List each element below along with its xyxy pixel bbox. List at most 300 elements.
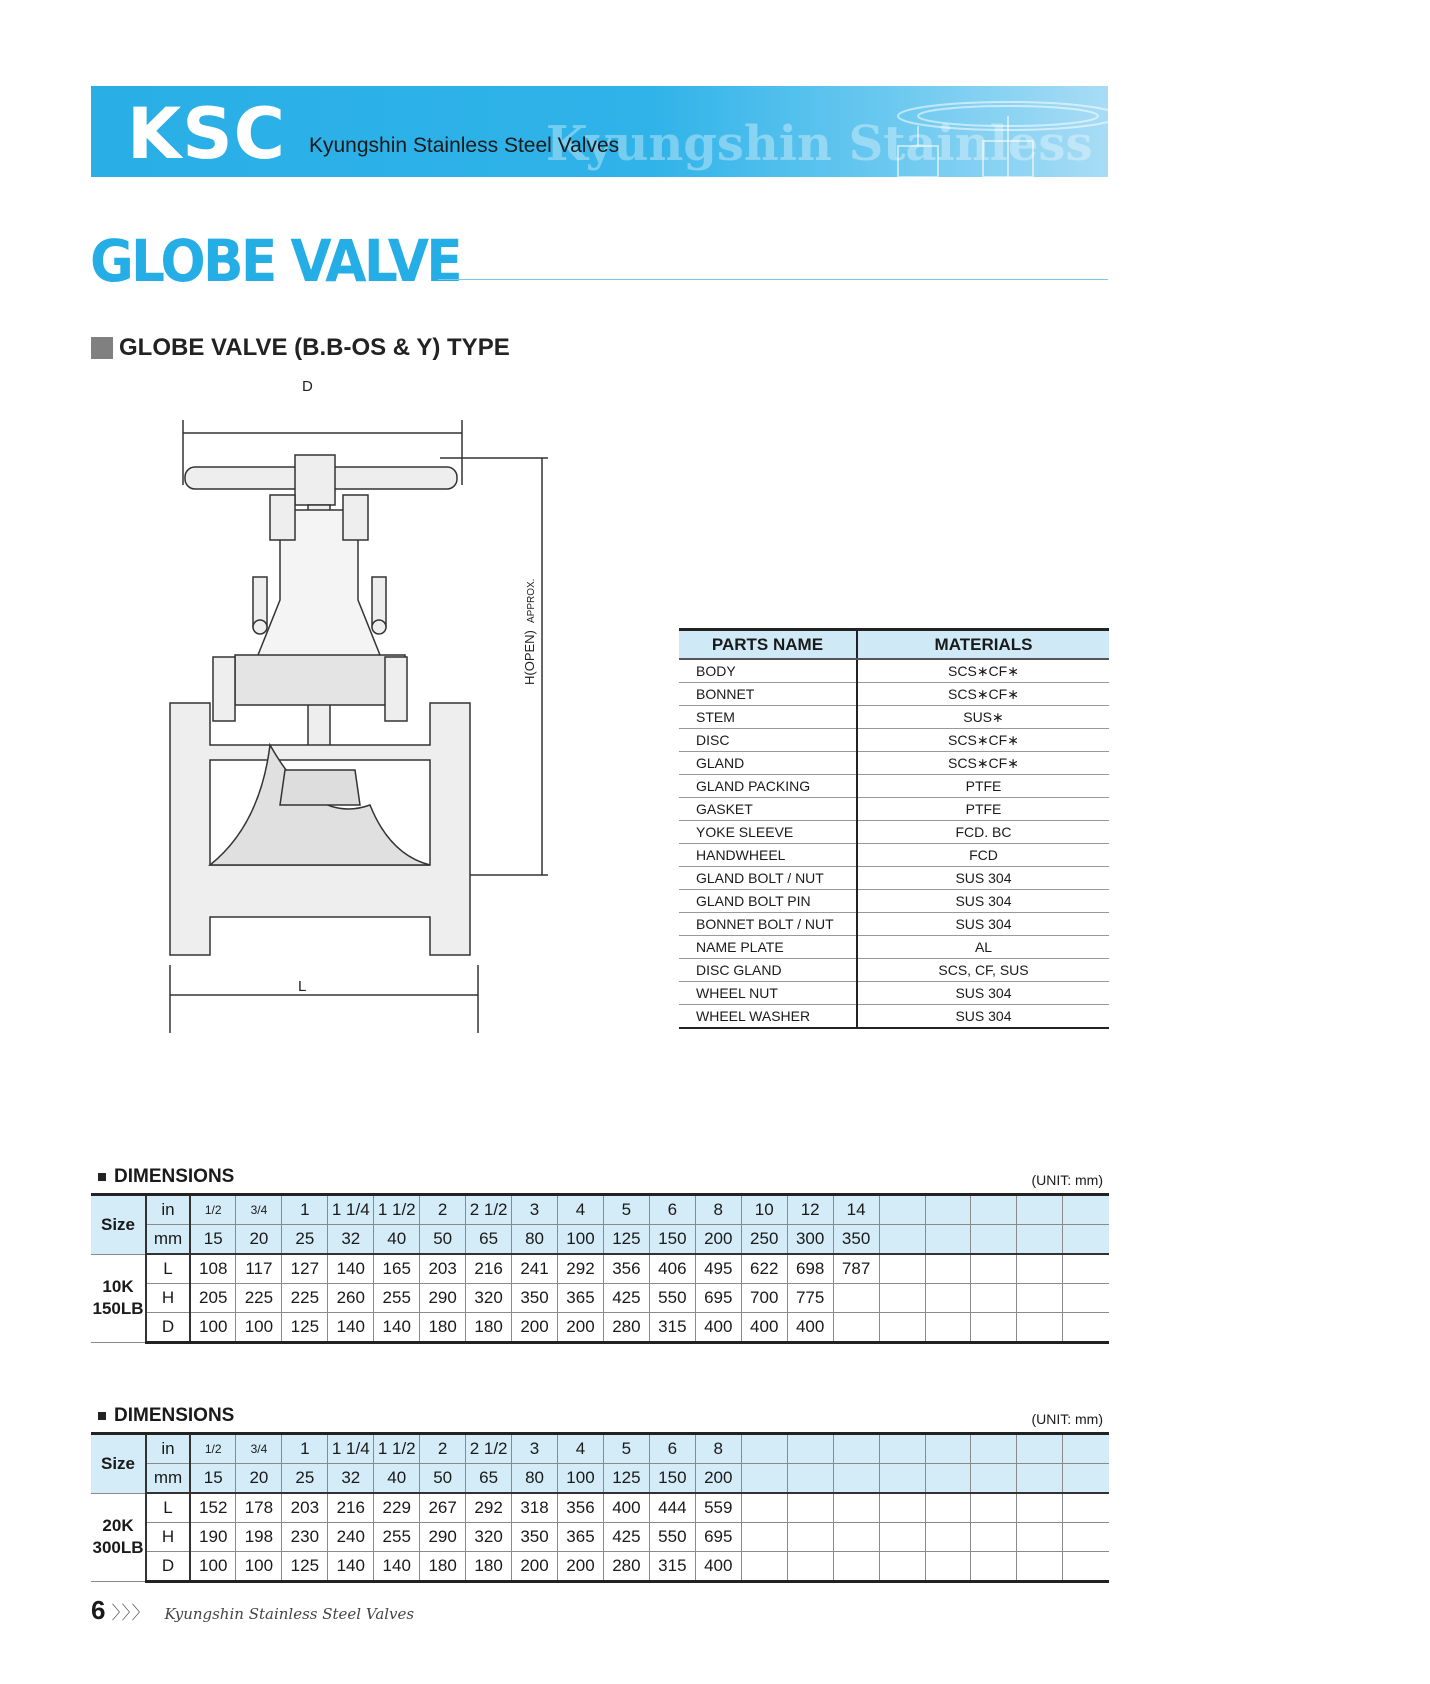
dimension-value: 550 xyxy=(649,1284,695,1313)
dimension-value: 140 xyxy=(328,1313,374,1343)
dimension-value xyxy=(787,1523,833,1552)
size-in-cell: 4 xyxy=(558,1195,604,1225)
dimension-value xyxy=(971,1493,1017,1523)
size-mm-cell: 125 xyxy=(603,1464,649,1494)
dimension-value: 550 xyxy=(649,1523,695,1552)
pressure-class-line1: 20K xyxy=(102,1516,134,1536)
size-in-cell: 5 xyxy=(603,1434,649,1464)
dimension-value xyxy=(925,1313,971,1343)
dimension-value: 230 xyxy=(282,1523,328,1552)
part-name: HANDWHEEL xyxy=(679,844,857,867)
size-in-cell: 1 xyxy=(282,1195,328,1225)
size-mm-cell: 300 xyxy=(787,1225,833,1255)
dimension-value: 695 xyxy=(695,1284,741,1313)
dimensions-table-10k xyxy=(91,1193,1109,1344)
part-material: PTFE xyxy=(857,798,1109,821)
dimension-value: 255 xyxy=(374,1284,420,1313)
dimension-row xyxy=(91,1493,1109,1523)
parts-row xyxy=(679,936,1109,959)
size-mm-cell: 15 xyxy=(190,1464,236,1494)
parts-table-body xyxy=(679,659,1109,1028)
dimension-value: 140 xyxy=(328,1552,374,1582)
size-mm-cell xyxy=(1063,1464,1109,1494)
size-mm-cell xyxy=(971,1225,1017,1255)
unit-mm-label: mm xyxy=(146,1225,190,1255)
size-mm-cell: 25 xyxy=(282,1225,328,1255)
size-in-cell: 1/2 xyxy=(190,1195,236,1225)
dimension-value: 350 xyxy=(512,1284,558,1313)
parts-row xyxy=(679,1005,1109,1029)
size-in-cell xyxy=(787,1434,833,1464)
part-name: DISC xyxy=(679,729,857,752)
chevron-right-icon: 〉〉〉 xyxy=(111,1603,151,1623)
dimension-value: 444 xyxy=(649,1493,695,1523)
part-name: BODY xyxy=(679,659,857,683)
dimension-value xyxy=(833,1284,879,1313)
part-material: AL xyxy=(857,936,1109,959)
dimension-value: 200 xyxy=(512,1313,558,1343)
size-mm-cell xyxy=(741,1464,787,1494)
part-material: SCS∗CF∗ xyxy=(857,729,1109,752)
dimensions-title-2: DIMENSIONS xyxy=(114,1405,235,1426)
size-mm-cell xyxy=(787,1464,833,1494)
dimension-value: 241 xyxy=(512,1254,558,1284)
size-label: Size xyxy=(91,1434,146,1494)
part-material: SUS 304 xyxy=(857,890,1109,913)
dimension-value: 127 xyxy=(282,1254,328,1284)
parts-row xyxy=(679,844,1109,867)
part-name: GASKET xyxy=(679,798,857,821)
title-rule xyxy=(438,279,1108,280)
dimension-value: 280 xyxy=(603,1552,649,1582)
size-in-cell: 14 xyxy=(833,1195,879,1225)
dimension-value xyxy=(879,1552,925,1582)
dimension-value: 200 xyxy=(512,1552,558,1582)
part-material: FCD. BC xyxy=(857,821,1109,844)
size-in-cell: 8 xyxy=(695,1195,741,1225)
unit-in-label: in xyxy=(146,1434,190,1464)
parts-row xyxy=(679,959,1109,982)
dimension-value: 787 xyxy=(833,1254,879,1284)
dimension-value: 165 xyxy=(374,1254,420,1284)
dimension-value xyxy=(1063,1284,1109,1313)
dimension-value: 225 xyxy=(236,1284,282,1313)
parts-row xyxy=(679,706,1109,729)
dimension-value: 198 xyxy=(236,1523,282,1552)
size-in-cell: 1 1/2 xyxy=(374,1434,420,1464)
parts-row xyxy=(679,752,1109,775)
dimension-value: 100 xyxy=(236,1552,282,1582)
part-material: SUS 304 xyxy=(857,982,1109,1005)
size-in-cell: 5 xyxy=(603,1195,649,1225)
size-mm-cell xyxy=(1017,1464,1063,1494)
header-materials: MATERIALS xyxy=(857,630,1109,660)
dimension-value: 152 xyxy=(190,1493,236,1523)
part-name: WHEEL WASHER xyxy=(679,1005,857,1029)
header-parts-name: PARTS NAME xyxy=(679,630,857,660)
dimension-value xyxy=(925,1552,971,1582)
dimension-value: 425 xyxy=(603,1523,649,1552)
parts-row xyxy=(679,913,1109,936)
size-in-cell: 1 1/2 xyxy=(374,1195,420,1225)
footer-text: Kyungshin Stainless Steel Valves xyxy=(164,1605,415,1623)
size-in-cell xyxy=(925,1434,971,1464)
size-in-cell: 4 xyxy=(558,1434,604,1464)
dimension-label-d: D xyxy=(302,378,313,395)
dimension-value xyxy=(1017,1284,1063,1313)
dimension-value: 178 xyxy=(236,1493,282,1523)
size-mm-cell: 100 xyxy=(558,1225,604,1255)
size-in-cell: 2 1/2 xyxy=(466,1434,512,1464)
parts-materials-table xyxy=(679,628,1109,1029)
part-material: PTFE xyxy=(857,775,1109,798)
dimension-value xyxy=(925,1284,971,1313)
size-in-cell xyxy=(1017,1195,1063,1225)
dimension-value: 100 xyxy=(236,1313,282,1343)
size-in-cell: 3/4 xyxy=(236,1195,282,1225)
size-in-cell xyxy=(971,1195,1017,1225)
parts-row xyxy=(679,775,1109,798)
size-mm-cell xyxy=(833,1464,879,1494)
pressure-class-label xyxy=(91,1254,146,1343)
dimension-label: D xyxy=(146,1552,190,1582)
pressure-class-label xyxy=(91,1493,146,1582)
dimension-value: 125 xyxy=(282,1313,328,1343)
parts-row xyxy=(679,821,1109,844)
size-mm-cell: 80 xyxy=(512,1225,558,1255)
parts-row xyxy=(679,982,1109,1005)
size-mm-cell: 125 xyxy=(603,1225,649,1255)
dimension-value: 180 xyxy=(420,1313,466,1343)
size-mm-row xyxy=(91,1225,1109,1255)
dimension-value xyxy=(1063,1493,1109,1523)
dimension-value xyxy=(833,1523,879,1552)
size-in-cell: 1 xyxy=(282,1434,328,1464)
size-mm-cell xyxy=(971,1464,1017,1494)
dimension-row xyxy=(91,1254,1109,1284)
size-in-cell: 6 xyxy=(649,1434,695,1464)
part-name: YOKE SLEEVE xyxy=(679,821,857,844)
size-mm-cell xyxy=(1017,1225,1063,1255)
pressure-class-line2: 300LB xyxy=(92,1538,144,1558)
dimension-value xyxy=(787,1552,833,1582)
dimension-value xyxy=(1017,1254,1063,1284)
size-mm-cell: 200 xyxy=(695,1464,741,1494)
part-name: GLAND BOLT / NUT xyxy=(679,867,857,890)
dimension-label-h-approx: APPROX. xyxy=(526,578,537,623)
dimension-value: 292 xyxy=(466,1493,512,1523)
section-heading xyxy=(91,334,510,362)
size-in-cell: 1 1/4 xyxy=(328,1434,374,1464)
dimension-value: 229 xyxy=(374,1493,420,1523)
size-in-cell xyxy=(833,1434,879,1464)
part-name: GLAND PACKING xyxy=(679,775,857,798)
dimension-value: 267 xyxy=(420,1493,466,1523)
part-name: NAME PLATE xyxy=(679,936,857,959)
dimension-value xyxy=(1063,1254,1109,1284)
unit-label-1: (UNIT: mm) xyxy=(1031,1172,1103,1188)
banner-watermark-text: Kyungshin Stainless Steel Valves xyxy=(546,116,1430,172)
dimension-value: 495 xyxy=(695,1254,741,1284)
size-in-cell: 6 xyxy=(649,1195,695,1225)
dimension-value: 203 xyxy=(282,1493,328,1523)
dimension-value: 140 xyxy=(328,1254,374,1284)
dimension-value: 100 xyxy=(190,1313,236,1343)
dimension-label: L xyxy=(146,1493,190,1523)
dimension-value: 559 xyxy=(695,1493,741,1523)
size-in-cell: 3/4 xyxy=(236,1434,282,1464)
dimensions-table-20k xyxy=(91,1432,1109,1583)
part-material: SUS 304 xyxy=(857,913,1109,936)
dimension-value xyxy=(833,1493,879,1523)
size-in-cell xyxy=(879,1434,925,1464)
size-mm-cell: 20 xyxy=(236,1464,282,1494)
size-mm-cell: 100 xyxy=(558,1464,604,1494)
dimension-row xyxy=(91,1523,1109,1552)
dimension-value: 290 xyxy=(420,1284,466,1313)
dimension-value: 140 xyxy=(374,1552,420,1582)
size-in-cell xyxy=(971,1434,1017,1464)
dimension-value: 203 xyxy=(420,1254,466,1284)
dimension-value xyxy=(879,1284,925,1313)
parts-row xyxy=(679,683,1109,706)
size-mm-cell xyxy=(1063,1225,1109,1255)
part-material: SCS∗CF∗ xyxy=(857,659,1109,683)
parts-row xyxy=(679,729,1109,752)
dimension-value xyxy=(971,1552,1017,1582)
part-material: SCS∗CF∗ xyxy=(857,683,1109,706)
size-mm-row xyxy=(91,1464,1109,1494)
dimension-value: 240 xyxy=(328,1523,374,1552)
dimension-label-l: L xyxy=(298,978,307,995)
size-mm-cell: 20 xyxy=(236,1225,282,1255)
parts-table-header xyxy=(679,630,1109,660)
dimension-row xyxy=(91,1284,1109,1313)
parts-row xyxy=(679,890,1109,913)
size-in-row xyxy=(91,1195,1109,1225)
dimension-value: 622 xyxy=(741,1254,787,1284)
dimension-value: 255 xyxy=(374,1523,420,1552)
dimension-value xyxy=(971,1254,1017,1284)
dimension-value: 260 xyxy=(328,1284,374,1313)
size-mm-cell: 65 xyxy=(466,1464,512,1494)
size-mm-cell: 65 xyxy=(466,1225,512,1255)
dimension-label-h: H(OPEN) xyxy=(522,630,537,685)
dimension-value: 320 xyxy=(466,1284,512,1313)
page-footer xyxy=(91,1595,414,1626)
dimension-value xyxy=(741,1523,787,1552)
dimension-label: L xyxy=(146,1254,190,1284)
size-mm-cell: 50 xyxy=(420,1225,466,1255)
size-mm-cell: 150 xyxy=(649,1464,695,1494)
dimension-value: 216 xyxy=(328,1493,374,1523)
size-in-cell xyxy=(925,1195,971,1225)
dimension-value xyxy=(1017,1552,1063,1582)
part-name: GLAND xyxy=(679,752,857,775)
size-mm-cell: 25 xyxy=(282,1464,328,1494)
unit-mm-label: mm xyxy=(146,1464,190,1494)
dimension-value xyxy=(741,1552,787,1582)
dimension-value: 315 xyxy=(649,1313,695,1343)
part-material: SCS∗CF∗ xyxy=(857,752,1109,775)
dimension-value: 205 xyxy=(190,1284,236,1313)
dimension-value: 180 xyxy=(466,1313,512,1343)
dimension-value xyxy=(925,1493,971,1523)
size-mm-cell xyxy=(925,1464,971,1494)
dimension-value xyxy=(1063,1523,1109,1552)
dimension-value xyxy=(879,1313,925,1343)
dimension-value: 200 xyxy=(558,1313,604,1343)
size-in-cell xyxy=(1063,1195,1109,1225)
dimension-value: 180 xyxy=(420,1552,466,1582)
size-mm-cell: 15 xyxy=(190,1225,236,1255)
dimension-value xyxy=(833,1313,879,1343)
dimension-value xyxy=(787,1493,833,1523)
dimension-value: 290 xyxy=(420,1523,466,1552)
dimension-row xyxy=(91,1552,1109,1582)
part-name: DISC GLAND xyxy=(679,959,857,982)
dimension-value: 318 xyxy=(512,1493,558,1523)
size-in-cell: 1 1/4 xyxy=(328,1195,374,1225)
dimension-value: 100 xyxy=(190,1552,236,1582)
size-in-cell: 10 xyxy=(741,1195,787,1225)
section-square-icon xyxy=(91,337,113,359)
dimension-value: 320 xyxy=(466,1523,512,1552)
part-material: SCS, CF, SUS xyxy=(857,959,1109,982)
dimension-value: 406 xyxy=(649,1254,695,1284)
part-name: BONNET BOLT / NUT xyxy=(679,913,857,936)
dimension-value: 365 xyxy=(558,1523,604,1552)
dimension-value: 292 xyxy=(558,1254,604,1284)
dimension-value xyxy=(971,1284,1017,1313)
globe-valve-drawing xyxy=(150,378,570,1055)
unit-in-label: in xyxy=(146,1195,190,1225)
size-mm-cell: 50 xyxy=(420,1464,466,1494)
dimension-value xyxy=(925,1254,971,1284)
size-mm-cell: 40 xyxy=(374,1225,420,1255)
part-name: WHEEL NUT xyxy=(679,982,857,1005)
dimension-label: H xyxy=(146,1284,190,1313)
part-name: GLAND BOLT PIN xyxy=(679,890,857,913)
header-banner xyxy=(91,86,1430,177)
dimension-value: 216 xyxy=(466,1254,512,1284)
dimensions-title-1: DIMENSIONS xyxy=(114,1166,235,1187)
dimension-value xyxy=(879,1254,925,1284)
size-mm-cell: 40 xyxy=(374,1464,420,1494)
dimension-value: 356 xyxy=(558,1493,604,1523)
dimension-value: 365 xyxy=(558,1284,604,1313)
size-in-cell: 2 1/2 xyxy=(466,1195,512,1225)
size-mm-cell: 32 xyxy=(328,1464,374,1494)
dimension-value: 698 xyxy=(787,1254,833,1284)
bullet-square-icon xyxy=(98,1412,106,1420)
dimension-value: 108 xyxy=(190,1254,236,1284)
parts-row xyxy=(679,659,1109,683)
dimension-value: 695 xyxy=(695,1523,741,1552)
dimension-value xyxy=(1017,1493,1063,1523)
size-mm-cell xyxy=(879,1225,925,1255)
dimension-value xyxy=(1017,1313,1063,1343)
size-mm-cell: 350 xyxy=(833,1225,879,1255)
dimension-value: 315 xyxy=(649,1552,695,1582)
pressure-class-line1: 10K xyxy=(102,1277,134,1297)
dimension-value: 350 xyxy=(512,1523,558,1552)
size-mm-cell: 200 xyxy=(695,1225,741,1255)
dimension-value: 200 xyxy=(558,1552,604,1582)
dimension-value xyxy=(1063,1552,1109,1582)
dimension-value: 190 xyxy=(190,1523,236,1552)
dimension-value: 425 xyxy=(603,1284,649,1313)
size-in-cell: 12 xyxy=(787,1195,833,1225)
page-title: GLOBE VALVE xyxy=(90,227,460,295)
size-mm-cell: 32 xyxy=(328,1225,374,1255)
dimension-value xyxy=(833,1552,879,1582)
dimension-row xyxy=(91,1313,1109,1343)
dimension-value: 225 xyxy=(282,1284,328,1313)
ksc-logo: KSC xyxy=(127,93,287,175)
dimension-value: 180 xyxy=(466,1552,512,1582)
dimension-value: 400 xyxy=(695,1313,741,1343)
dimension-value xyxy=(1017,1523,1063,1552)
parts-row xyxy=(679,867,1109,890)
size-in-cell: 2 xyxy=(420,1434,466,1464)
size-in-cell: 2 xyxy=(420,1195,466,1225)
dimension-value: 280 xyxy=(603,1313,649,1343)
size-mm-cell: 80 xyxy=(512,1464,558,1494)
size-mm-cell: 150 xyxy=(649,1225,695,1255)
dimension-value xyxy=(971,1523,1017,1552)
size-mm-cell: 250 xyxy=(741,1225,787,1255)
dimensions-heading-2 xyxy=(98,1405,234,1427)
part-name: BONNET xyxy=(679,683,857,706)
dimension-value: 400 xyxy=(695,1552,741,1582)
pressure-class-line2: 150LB xyxy=(92,1299,144,1319)
size-in-cell xyxy=(1017,1434,1063,1464)
size-in-cell: 8 xyxy=(695,1434,741,1464)
size-in-cell: 1/2 xyxy=(190,1434,236,1464)
parts-row xyxy=(679,798,1109,821)
dimension-value xyxy=(879,1523,925,1552)
dimension-value: 700 xyxy=(741,1284,787,1313)
part-material: SUS 304 xyxy=(857,1005,1109,1029)
size-in-cell xyxy=(741,1434,787,1464)
dimension-value xyxy=(741,1493,787,1523)
brand-name: Kyungshin Stainless Steel Valves xyxy=(309,134,620,157)
dimension-value: 775 xyxy=(787,1284,833,1313)
section-title: GLOBE VALVE (B.B-OS & Y) TYPE xyxy=(119,334,510,361)
dimension-value: 356 xyxy=(603,1254,649,1284)
dimension-value: 140 xyxy=(374,1313,420,1343)
part-name: STEM xyxy=(679,706,857,729)
page-number: 6 xyxy=(91,1595,106,1625)
dimension-value: 117 xyxy=(236,1254,282,1284)
size-in-cell: 3 xyxy=(512,1195,558,1225)
dimension-value xyxy=(925,1523,971,1552)
size-in-cell: 3 xyxy=(512,1434,558,1464)
size-in-cell xyxy=(1063,1434,1109,1464)
part-material: SUS 304 xyxy=(857,867,1109,890)
dimensions-heading-1 xyxy=(98,1166,234,1188)
unit-label-2: (UNIT: mm) xyxy=(1031,1411,1103,1427)
dimension-value: 400 xyxy=(741,1313,787,1343)
dimension-value xyxy=(971,1313,1017,1343)
dimension-value: 125 xyxy=(282,1552,328,1582)
dimension-value: 400 xyxy=(603,1493,649,1523)
size-mm-cell xyxy=(879,1464,925,1494)
size-label: Size xyxy=(91,1195,146,1255)
dimension-value: 400 xyxy=(787,1313,833,1343)
part-material: FCD xyxy=(857,844,1109,867)
